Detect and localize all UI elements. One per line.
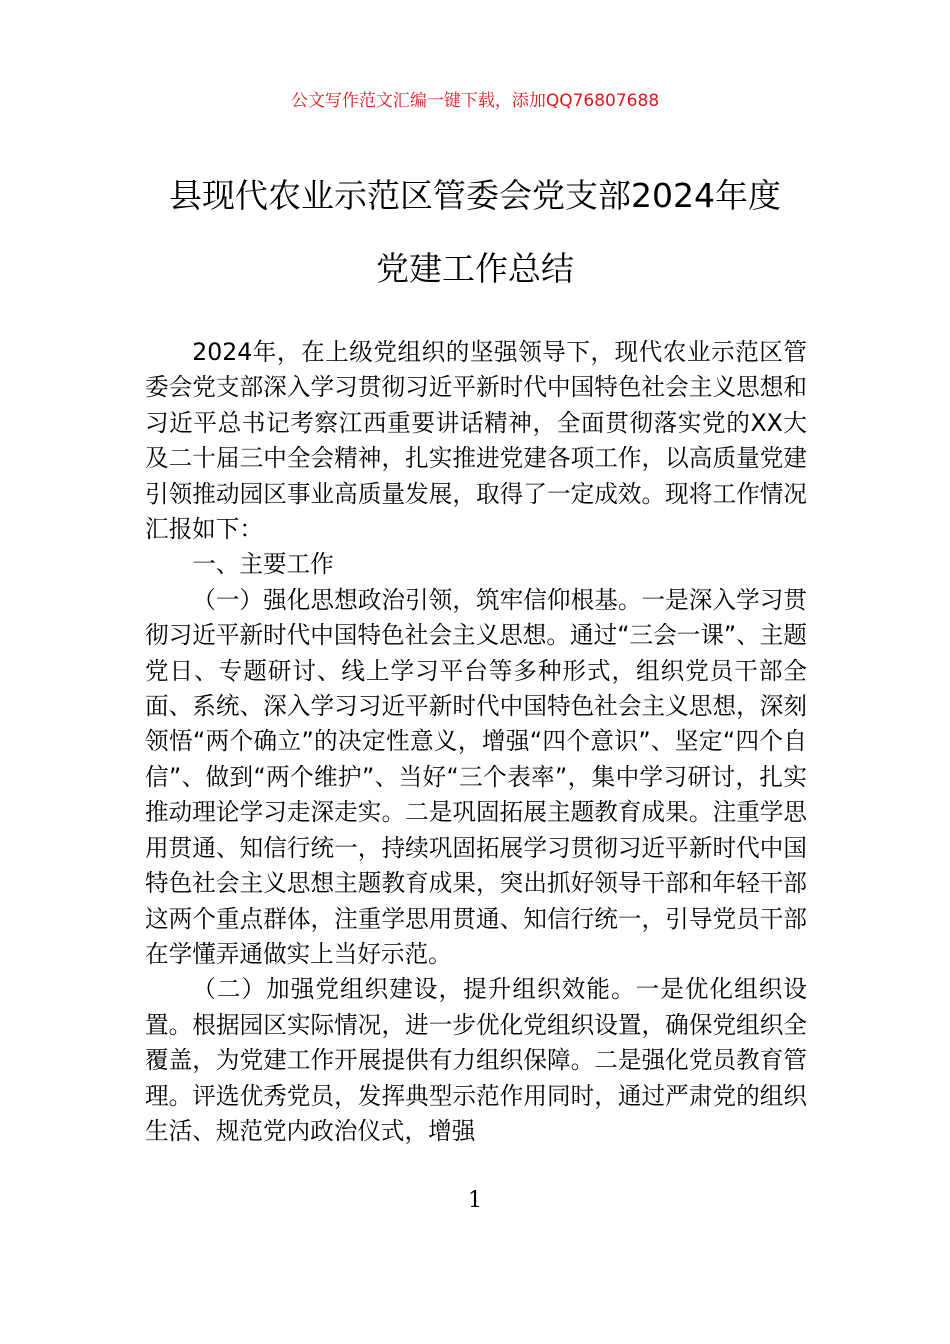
document-body [145, 335, 807, 1149]
download-promo-note: 公文写作范文汇编一键下载，添加QQ76807688 [290, 91, 660, 111]
paragraph-organization-building: （二）加强党组织建设，提升组织效能。一是优化组织设置。根据园区实际情况，进一步优化党组织设置，确保党组织全覆盖，为党建工作开展提供有力组织保障。二是强化党员教育管理。评选优秀党员，发挥典型示范作用同时，通过严肃党的组织生活、规范党内政治仪式，增强 [145, 975, 807, 1145]
section-heading-main-work: 一、主要工作 [192, 550, 334, 579]
page-number: 1 [468, 1188, 482, 1213]
document-title-line-2: 党建工作总结 [376, 249, 574, 288]
paragraph-ideological-guidance: （一）强化思想政治引领，筑牢信仰根基。一是深入学习贯彻习近平新时代中国特色社会主义思想。通过“三会一课”、主题党日、专题研讨、线上学习平台等多种形式，组织党员干部全面、系统、深入学习习近平新时代中国特色社会主义思想，深刻领悟“两个确立”的决定性意义，增强“四个意识”、坚定“四个自信”、做到“两个维护”、当好“三个表率”，集中学习研讨，扎实推动理论学习走深走实。二是巩固拓展主题教育成果。注重学思用贯通、知信行统一，持续巩固拓展学习贯彻习近平新时代中国特色社会主义思想主题教育成果，突出抓好领导干部和年轻干部这两个重点群体，注重学思用贯通、知信行统一，引导党员干部在学懂弄通做实上当好示范。 [145, 585, 807, 968]
document-title-line-1: 县现代农业示范区管委会党支部2024年度 [169, 176, 781, 215]
intro-paragraph: 2024年，在上级党组织的坚强领导下，现代农业示范区管委会党支部深入学习贯彻习近平新时代中国特色社会主义思想和习近平总书记考察江西重要讲话精神，全面贯彻落实党的XX大及二十届三中全会精神，扎实推进党建各项工作，以高质量党建引领推动园区事业高质量发展，取得了一定成效。现将工作情况汇报如下： [145, 338, 807, 544]
